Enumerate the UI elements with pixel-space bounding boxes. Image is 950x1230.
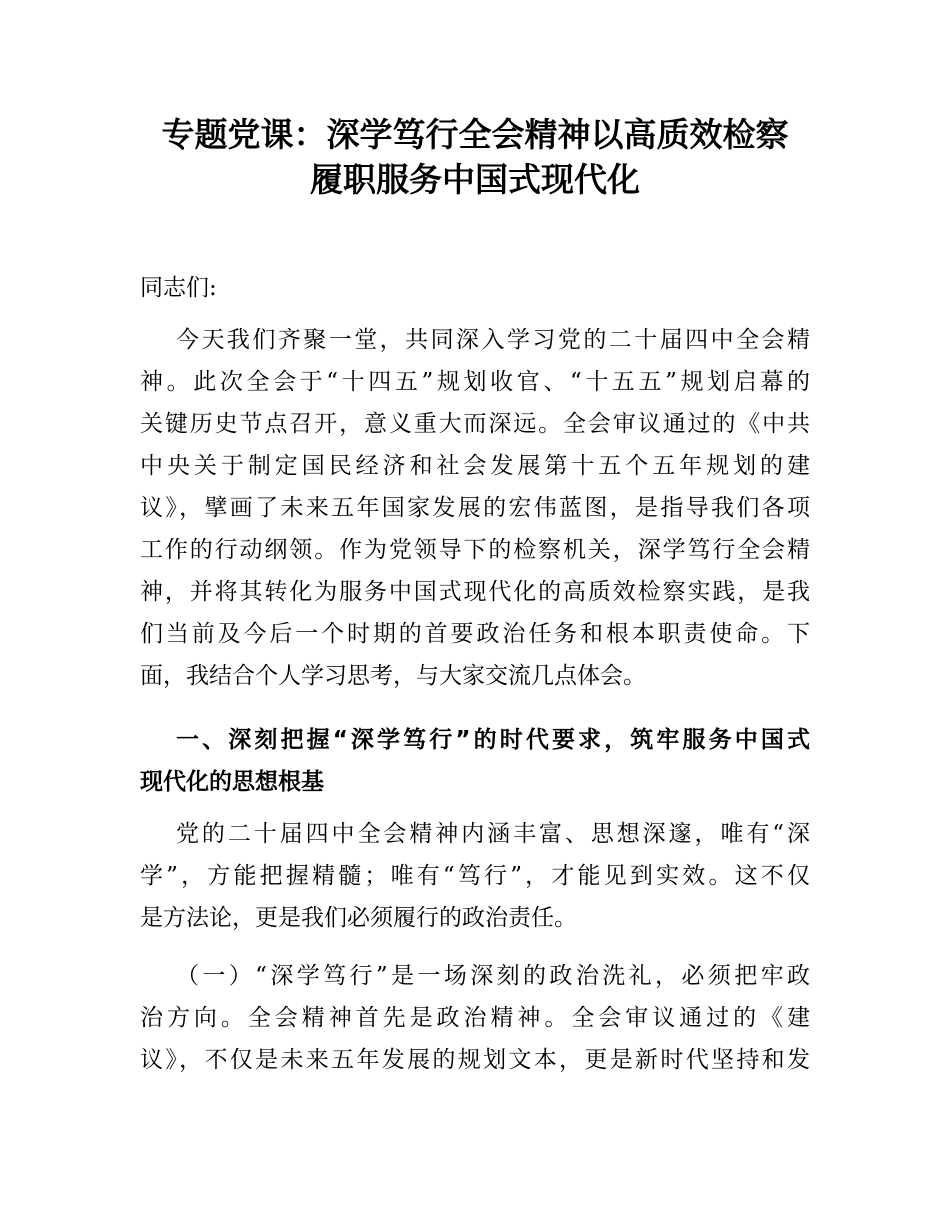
- section-1-para-line-3: 是方法论，更是我们必须履行的政治责任。: [140, 905, 577, 931]
- intro-line-4: 中央关于制定国民经济和社会发展第十五个五年规划的建: [140, 453, 810, 479]
- section-1-para-line-1: 党的二十届四中全会精神内涵丰富、思想深邃，唯有“深: [176, 821, 810, 847]
- section-1-para-line-2: 学”，方能把握精髓；唯有“笃行”，才能见到实效。这不仅: [140, 863, 810, 889]
- document-title-line-2: 履职服务中国式现代化: [310, 160, 640, 199]
- subsection-1-line-3: 议》，不仅是未来五年发展的规划文本，更是新时代坚持和发: [140, 1047, 810, 1073]
- intro-line-8: 们当前及今后一个时期的首要政治任务和根本职责使命。下: [140, 621, 810, 647]
- salutation: 同志们:: [140, 275, 217, 301]
- section-1-heading-line-2: 现代化的思想根基: [140, 769, 324, 795]
- subsection-1-line-2: 治方向。全会精神首先是政治精神。全会审议通过的《建: [140, 1005, 810, 1031]
- intro-line-7: 神，并将其转化为服务中国式现代化的高质效检察实践，是我: [140, 579, 810, 605]
- intro-line-3: 关键历史节点召开，意义重大而深远。全会审议通过的《中共: [140, 411, 810, 437]
- intro-line-5: 议》，擘画了未来五年国家发展的宏伟蓝图，是指导我们各项: [140, 495, 810, 521]
- document-title-line-1: 专题党课：深学笃行全会精神以高质效检察: [161, 115, 789, 154]
- intro-line-9: 面，我结合个人学习思考，与大家交流几点体会。: [140, 663, 646, 689]
- intro-line-6: 工作的行动纲领。作为党领导下的检察机关，深学笃行全会精: [140, 537, 810, 563]
- intro-line-1: 今天我们齐聚一堂，共同深入学习党的二十届四中全会精: [176, 327, 810, 353]
- intro-line-2: 神。此次全会于“十四五”规划收官、“十五五”规划启幕的: [140, 369, 810, 395]
- section-1-heading-line-1: 一、深刻把握“深学笃行”的时代要求，筑牢服务中国式: [176, 727, 810, 753]
- subsection-1-line-1: （一）“深学笃行”是一场深刻的政治洗礼，必须把牢政: [176, 963, 810, 989]
